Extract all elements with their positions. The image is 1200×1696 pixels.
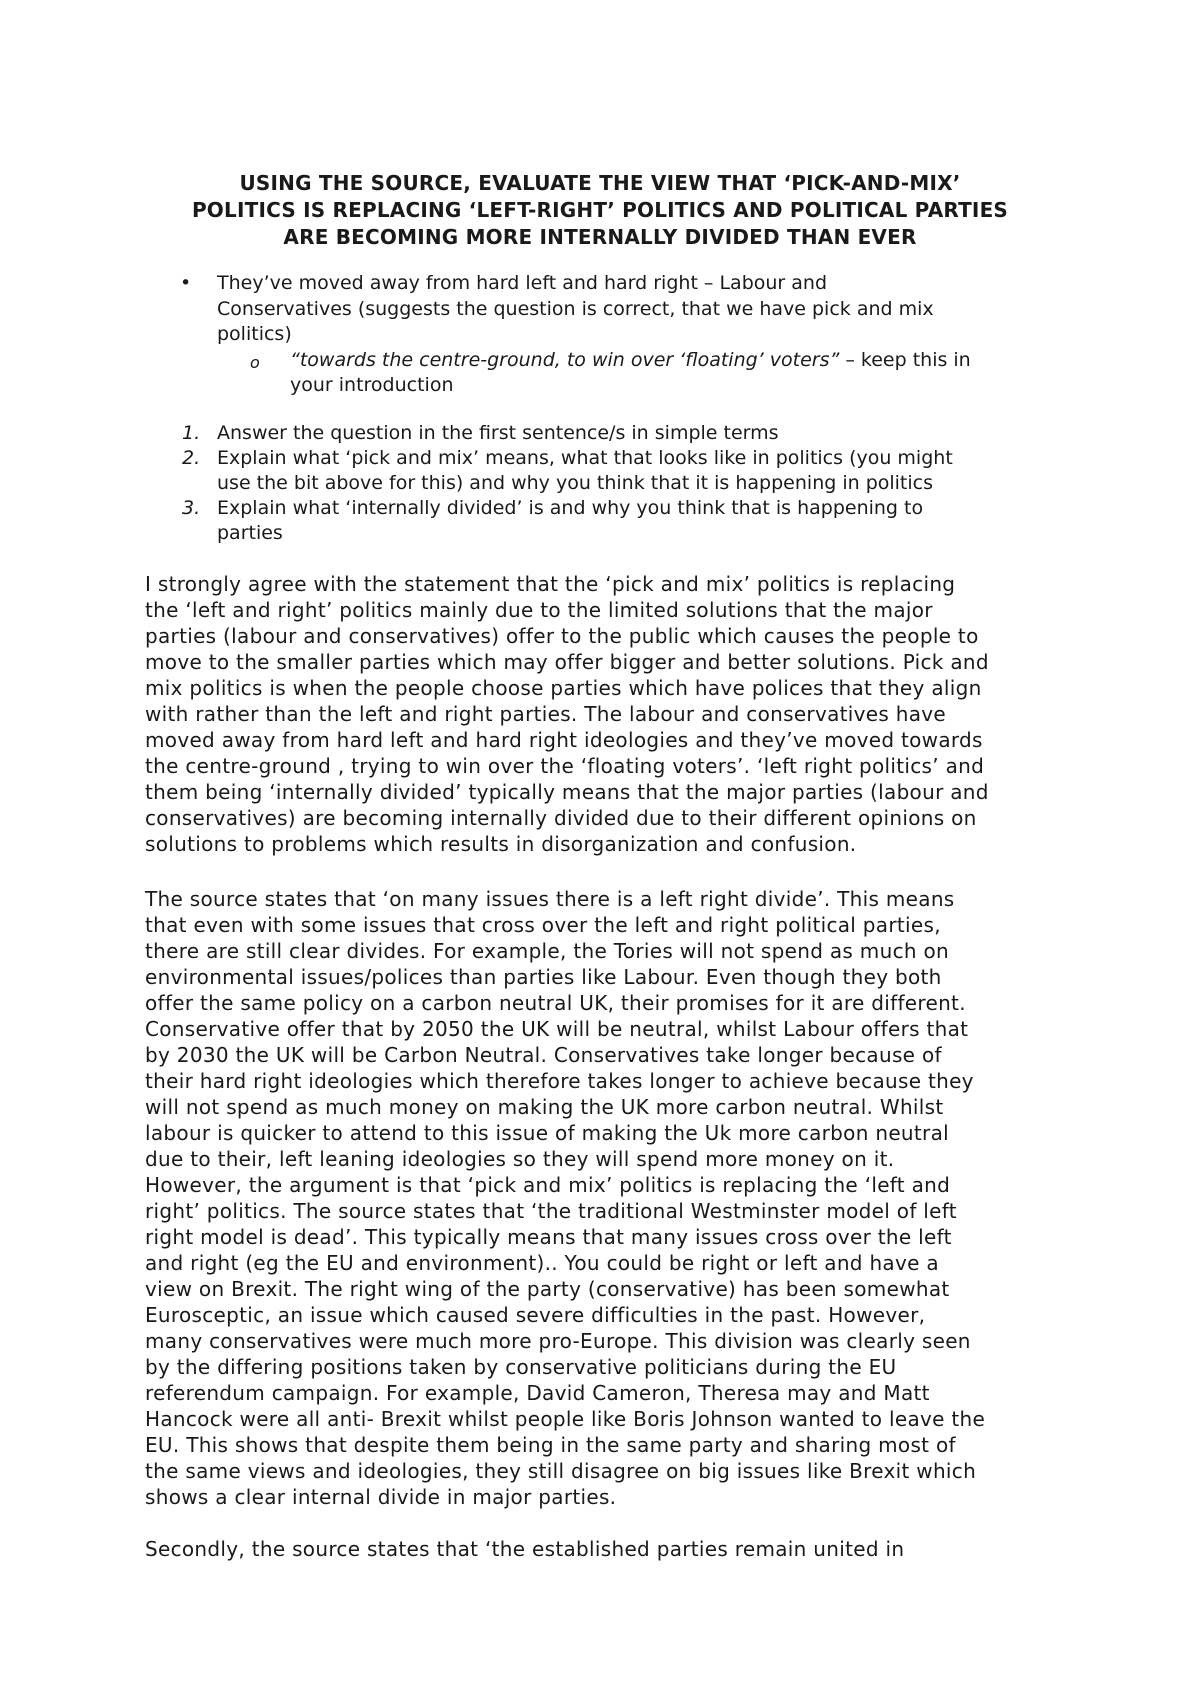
paragraph-line: Eurosceptic, an issue which caused severe difficulties in the past. However,	[145, 1303, 926, 1327]
list-item-text	[217, 496, 1065, 546]
title-line: USING THE SOURCE, EVALUATE THE VIEW THAT ‘PICK-AND-MIX’	[239, 171, 961, 195]
paragraph-line: offer the same policy on a carbon neutral UK, their promises for it are different.	[145, 991, 966, 1015]
bullet-icon: •	[180, 272, 192, 294]
paragraph-line: Conservative offer that by 2050 the UK will be neutral, whilst Labour offers that	[145, 1017, 969, 1041]
list-item	[145, 421, 1065, 446]
list-number: 3.	[182, 497, 201, 519]
paragraph-line: with rather than the left and right parties. The labour and conservatives have	[145, 702, 947, 726]
paragraph-line: solutions to problems which results in disorganization and confusion.	[145, 832, 857, 856]
list-item-text	[217, 421, 1065, 446]
list-item	[145, 496, 1065, 546]
sub-bullet-line: your introduction	[290, 374, 454, 396]
document-title	[145, 170, 1055, 251]
paragraph-line: many conservatives were much more pro-Europe. This division was clearly seen	[145, 1329, 971, 1353]
paragraph-line: However, the argument is that ‘pick and mix’ politics is replacing the ‘left and	[145, 1173, 951, 1197]
title-line: POLITICS IS REPLACING ‘LEFT-RIGHT’ POLITICS AND POLITICAL PARTIES	[191, 198, 1009, 222]
paragraph-line: the ‘left and right’ politics mainly due to the limited solutions that the major	[145, 598, 933, 622]
paragraph-line: move to the smaller parties which may offer bigger and better solutions. Pick and	[145, 650, 989, 674]
list-number: 2.	[182, 447, 201, 469]
bullet-item	[145, 271, 1065, 348]
paragraph-line: by the differing positions taken by conservative politicians during the EU	[145, 1355, 897, 1379]
circle-bullet-icon: o	[250, 352, 260, 372]
paragraph-line: them being ‘internally divided’ typically means that the major parties (labour and	[145, 780, 989, 804]
paragraph-line: there are still clear divides. For example, the Tories will not spend as much on	[145, 939, 950, 963]
paragraph-line: right model is dead’. This typically means that many issues cross over the left	[145, 1225, 952, 1249]
bullet-line: Conservatives (suggests the question is correct, that we have pick and mix	[217, 297, 934, 320]
paragraph-line: conservatives) are becoming internally divided due to their different opinions on	[145, 806, 977, 830]
sub-bullet-item	[145, 348, 1065, 399]
paragraph-line: will not spend as much money on making the UK more carbon neutral. Whilst	[145, 1095, 944, 1119]
paragraph-1	[145, 571, 1065, 857]
paragraph-line: Secondly, the source states that ‘the established parties remain united in	[145, 1537, 905, 1561]
paragraph-line: The source states that ‘on many issues there is a left right divide’. This means	[145, 887, 955, 911]
paragraph-line: environmental issues/polices than parties like Labour. Even though they both	[145, 965, 942, 989]
paragraph-line: labour is quicker to attend to this issue of making the Uk more carbon neutral	[145, 1121, 949, 1145]
paragraph-line: due to their, left leaning ideologies so they will spend more money on it.	[145, 1147, 895, 1171]
quote-text: “towards the centre-ground, to win over ‘floating’ voters”	[290, 348, 840, 371]
paragraph-line: parties (labour and conservatives) offer to the public which causes the people to	[145, 624, 979, 648]
paragraph-line: the same views and ideologies, they still disagree on big issues like Brexit which	[145, 1459, 977, 1483]
list-line: Explain what ‘internally divided’ is and why you think that is happening to	[217, 497, 924, 519]
sub-bullet-line	[290, 348, 1065, 374]
sub-bullet-note: – keep this in	[839, 348, 971, 371]
bullet-line: politics)	[217, 323, 292, 345]
paragraph-3	[145, 1536, 1065, 1562]
bullet-line: They’ve moved away from hard left and hard right – Labour and	[217, 272, 828, 294]
title-line: ARE BECOMING MORE INTERNALLY DIVIDED THAN EVER	[283, 225, 917, 249]
paragraph-line: and right (eg the EU and environment).. You could be right or left and have a	[145, 1251, 939, 1275]
numbered-list	[145, 421, 1065, 546]
bullet-text	[217, 271, 1065, 348]
paragraph-line: moved away from hard left and hard right ideologies and they’ve moved towards	[145, 728, 983, 752]
paragraph-line: Hancock were all anti- Brexit whilst people like Boris Johnson wanted to leave the	[145, 1407, 986, 1431]
paragraph-line: I strongly agree with the statement that the ‘pick and mix’ politics is replacing	[145, 572, 956, 596]
list-line: Explain what ‘pick and mix’ means, what that looks like in politics (you might	[217, 447, 953, 469]
list-item	[145, 446, 1065, 496]
paragraph-line: view on Brexit. The right wing of the party (conservative) has been somewhat	[145, 1277, 950, 1301]
paragraph-line: right’ politics. The source states that ‘the traditional Westminster model of left	[145, 1199, 957, 1223]
paragraph-line: referendum campaign. For example, David Cameron, Theresa may and Matt	[145, 1381, 930, 1405]
list-number: 1.	[182, 422, 201, 444]
paragraph-line: by 2030 the UK will be Carbon Neutral. Conservatives take longer because of	[145, 1043, 942, 1067]
list-line: parties	[217, 522, 283, 544]
bullet-list	[145, 271, 1065, 399]
paragraph-line: that even with some issues that cross over the left and right political parties,	[145, 913, 941, 937]
paragraph-line: the centre-ground , trying to win over the ‘floating voters’. ‘left right politics’ and	[145, 754, 985, 778]
list-line: use the bit above for this) and why you think that it is happening in politics	[217, 472, 934, 494]
paragraph-line: EU. This shows that despite them being in the same party and sharing most of	[145, 1433, 956, 1457]
paragraph-line: mix politics is when the people choose parties which have polices that they align	[145, 676, 982, 700]
paragraph-2	[145, 886, 1065, 1510]
paragraph-line: their hard right ideologies which therefore takes longer to achieve because they	[145, 1069, 974, 1093]
list-line: Answer the question in the first sentence/s in simple terms	[217, 422, 779, 444]
list-item-text	[217, 446, 1065, 496]
paragraph-line: shows a clear internal divide in major parties.	[145, 1485, 617, 1509]
